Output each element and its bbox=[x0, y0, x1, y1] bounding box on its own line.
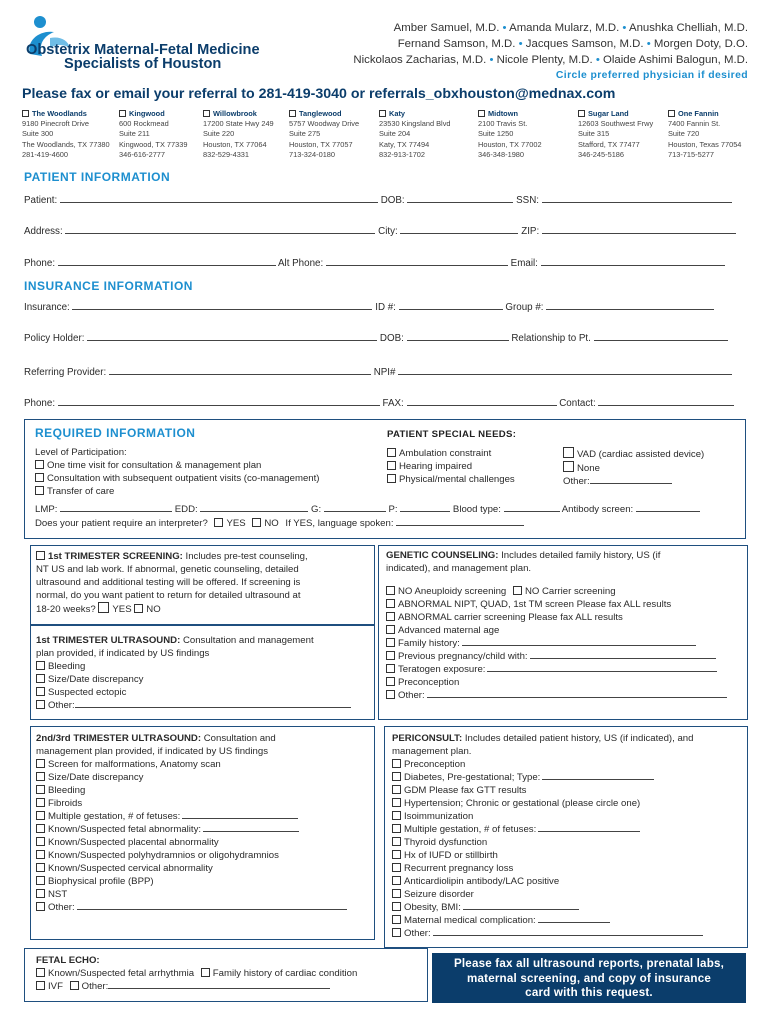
logo-line1: Obstetrix Maternal-Fetal Medicine bbox=[26, 42, 260, 58]
checkbox-icon[interactable] bbox=[201, 968, 210, 977]
checkbox-icon[interactable] bbox=[289, 110, 296, 117]
location-line1: 12603 Southwest Frwy bbox=[578, 119, 654, 129]
zip-field[interactable] bbox=[542, 233, 736, 234]
edd-label: EDD: bbox=[174, 504, 198, 515]
t1-screening-title: 1st TRIMESTER SCREENING: bbox=[48, 551, 183, 562]
t1-ultrasound-title: 1st TRIMESTER ULTRASOUND: bbox=[36, 635, 181, 646]
location-3 bbox=[289, 109, 359, 160]
location-line1: 7400 Fannin St. bbox=[668, 119, 721, 129]
periconsult-option[interactable]: Recurrent pregnancy loss bbox=[392, 862, 703, 875]
t23-ultrasound-option[interactable]: Size/Date discrepancy bbox=[36, 771, 347, 784]
location-line2: Suite 720 bbox=[668, 129, 700, 139]
t23-ultrasound-option[interactable]: Known/Suspected placental abnormality bbox=[36, 836, 347, 849]
physician-name[interactable]: Morgen Doty, D.O. bbox=[653, 38, 748, 50]
blood-type-field[interactable] bbox=[504, 511, 560, 512]
checkbox-icon[interactable] bbox=[252, 518, 261, 527]
t1-ultrasound-text: 1st TRIMESTER ULTRASOUND: Consultation and management plan provided, if indicated by US findings Bleeding Size/Date discrepancy Suspected ectopic Other: bbox=[36, 634, 351, 712]
checkbox-icon[interactable] bbox=[563, 447, 574, 458]
fax-field[interactable] bbox=[407, 405, 557, 406]
checkbox-icon[interactable] bbox=[36, 551, 45, 560]
checkbox-icon[interactable] bbox=[668, 110, 675, 117]
interpreter-row bbox=[35, 518, 524, 529]
physician-name[interactable]: Jacques Samson, M.D. bbox=[525, 38, 644, 50]
fax-note-banner bbox=[432, 953, 746, 1003]
fetal-echo-option[interactable]: Other: bbox=[81, 981, 109, 992]
physician-name[interactable]: Anushka Chelliah, M.D. bbox=[628, 22, 748, 34]
referral-line: Please fax or email your referral to 281-419-3040 or referrals_obxhouston@mednax.com bbox=[22, 86, 616, 102]
t23-ultrasound-option[interactable]: Known/Suspected cervical abnormality bbox=[36, 862, 347, 875]
npi-label: NPI# bbox=[373, 367, 396, 378]
location-line1: 5757 Woodway Drive bbox=[289, 119, 360, 129]
checkbox-icon[interactable] bbox=[36, 850, 45, 859]
physician-list bbox=[353, 20, 748, 84]
t23-ultrasound-title: 2nd/3rd TRIMESTER ULTRASOUND: bbox=[36, 733, 202, 744]
checkbox-icon[interactable] bbox=[379, 110, 386, 117]
location-phone: 346-616-2777 bbox=[119, 149, 166, 159]
checkbox-icon[interactable] bbox=[386, 586, 395, 595]
g-label: G: bbox=[311, 504, 322, 515]
checkbox-icon[interactable] bbox=[22, 110, 29, 117]
fetal-echo-option[interactable]: IVF bbox=[48, 981, 63, 992]
genetic-option[interactable]: Previous pregnancy/child with: bbox=[386, 650, 727, 663]
special-need-option[interactable]: Ambulation constraint bbox=[387, 447, 515, 460]
npi-field[interactable] bbox=[398, 374, 732, 375]
relationship-label: Relationship to Pt. bbox=[511, 333, 591, 344]
genetic-option[interactable]: NO Carrier screening bbox=[524, 586, 616, 597]
interpreter-yes[interactable]: YES bbox=[226, 518, 246, 529]
dob-field[interactable] bbox=[407, 202, 513, 203]
patient-section-title: PATIENT INFORMATION bbox=[24, 170, 171, 184]
checkbox-icon[interactable] bbox=[36, 981, 45, 990]
insurance-row-1 bbox=[24, 302, 748, 313]
ssn-field[interactable] bbox=[542, 202, 732, 203]
circle-note: Circle preferred physician if desired bbox=[555, 70, 748, 81]
special-needs-title: PATIENT SPECIAL NEEDS: bbox=[387, 429, 517, 440]
checkbox-icon[interactable] bbox=[392, 824, 401, 833]
participation-label: Level of Participation: bbox=[35, 447, 127, 458]
patient-label: Patient: bbox=[24, 195, 58, 206]
fetal-echo-text bbox=[36, 954, 357, 993]
t23-ultrasound-option[interactable]: Other: bbox=[36, 901, 347, 914]
checkbox-icon[interactable] bbox=[36, 687, 45, 696]
p-field[interactable] bbox=[400, 511, 450, 512]
checkbox-icon[interactable] bbox=[392, 772, 401, 781]
insurance-field[interactable] bbox=[72, 309, 372, 310]
periconsult-option[interactable]: Maternal medical complication: bbox=[392, 914, 703, 927]
fetal-echo-option[interactable]: Family history of cardiac condition bbox=[212, 968, 358, 979]
physician-name[interactable]: Amanda Mularz, M.D. bbox=[509, 22, 620, 34]
location-line2: Suite 275 bbox=[289, 129, 321, 139]
checkbox-icon[interactable] bbox=[36, 863, 45, 872]
t23-ultrasound-option[interactable]: Screen for malformations, Anatomy scan bbox=[36, 758, 347, 771]
provider-phone-label: Phone: bbox=[24, 398, 56, 409]
checkbox-icon[interactable] bbox=[392, 850, 401, 859]
location-line3: Stafford, TX 77477 bbox=[578, 139, 640, 149]
patient-row-2 bbox=[24, 226, 748, 237]
checkbox-icon[interactable] bbox=[36, 772, 45, 781]
zip-label: ZIP: bbox=[521, 226, 540, 237]
insurance-label: Insurance: bbox=[24, 302, 70, 313]
patient-row-1 bbox=[24, 195, 748, 206]
location-line2: Suite 300 bbox=[22, 129, 54, 139]
checkbox-icon[interactable] bbox=[36, 876, 45, 885]
location-2 bbox=[203, 109, 274, 160]
t1-yes[interactable]: YES bbox=[112, 604, 132, 615]
checkbox-icon[interactable] bbox=[386, 651, 395, 660]
physician-name[interactable]: Nickolaos Zacharias, M.D. bbox=[353, 54, 487, 66]
checkbox-icon[interactable] bbox=[392, 863, 401, 872]
insurance-section-title: INSURANCE INFORMATION bbox=[24, 279, 193, 293]
location-name[interactable]: Kingwood bbox=[119, 109, 187, 119]
genetic-option[interactable]: Teratogen exposure: bbox=[386, 663, 727, 676]
checkbox-icon[interactable] bbox=[36, 674, 45, 683]
checkbox-icon[interactable] bbox=[386, 625, 395, 634]
insurance-row-4 bbox=[24, 398, 748, 409]
id-field[interactable] bbox=[399, 309, 503, 310]
location-line2: Suite 315 bbox=[578, 129, 610, 139]
location-name[interactable]: Sugar Land bbox=[578, 109, 653, 119]
location-line1: 17200 State Hwy 249 bbox=[203, 119, 274, 129]
location-line3: Houston, TX 77057 bbox=[289, 139, 353, 149]
periconsult-title: PERICONSULT: bbox=[392, 733, 463, 744]
checkbox-icon[interactable] bbox=[134, 604, 143, 613]
location-line3: The Woodlands, TX 77380 bbox=[22, 139, 110, 149]
location-phone: 281-419-4600 bbox=[22, 149, 69, 159]
physician-name[interactable]: Fernand Samson, M.D. bbox=[397, 38, 516, 50]
physician-row: Fernand Samson, M.D. • Jacques Samson, M.D. • Morgen Doty, D.O. bbox=[397, 38, 748, 50]
checkbox-icon[interactable] bbox=[119, 110, 126, 117]
physician-name[interactable]: Amber Samuel, M.D. bbox=[393, 22, 500, 34]
location-line2: Suite 211 bbox=[119, 129, 150, 139]
periconsult-option[interactable]: Multiple gestation, # of fetuses: bbox=[392, 823, 703, 836]
checkbox-icon[interactable] bbox=[392, 876, 401, 885]
checkbox-icon[interactable] bbox=[36, 700, 45, 709]
location-phone: 346-348-1980 bbox=[478, 149, 525, 159]
checkbox-icon[interactable] bbox=[392, 811, 401, 820]
checkbox-icon[interactable] bbox=[387, 461, 396, 470]
periconsult-option[interactable]: GDM Please fax GTT results bbox=[392, 784, 703, 797]
location-line1: 9180 Pinecroft Drive bbox=[22, 119, 89, 129]
t23-ultrasound-option[interactable]: Known/Suspected polyhydramnios or oligohydramnios bbox=[36, 849, 347, 862]
address-field[interactable] bbox=[65, 233, 375, 234]
periconsult-option[interactable]: Obesity, BMI: bbox=[392, 901, 703, 914]
location-line1: 600 Rockmead bbox=[119, 119, 169, 129]
locations-row bbox=[22, 109, 752, 161]
special-need-option[interactable]: Physical/mental challenges bbox=[387, 473, 515, 486]
checkbox-icon[interactable] bbox=[392, 902, 401, 911]
pregnancy-details-row bbox=[35, 504, 700, 515]
fax-note-line: card with this request. bbox=[525, 986, 653, 1000]
checkbox-icon[interactable] bbox=[70, 981, 79, 990]
lmp-field[interactable] bbox=[60, 511, 172, 512]
checkbox-icon[interactable] bbox=[36, 759, 45, 768]
location-name[interactable]: Midtown bbox=[478, 109, 542, 119]
genetic-title: GENETIC COUNSELING: bbox=[386, 550, 499, 561]
checkbox-icon[interactable] bbox=[392, 759, 401, 768]
t1-ultrasound-option[interactable]: Bleeding bbox=[36, 660, 351, 673]
periconsult-option[interactable]: Hypertension; Chronic or gestational (please circle one) bbox=[392, 797, 703, 810]
antibody-label: Antibody screen: bbox=[561, 504, 634, 515]
t23-ultrasound-option[interactable]: Multiple gestation, # of fetuses: bbox=[36, 810, 347, 823]
checkbox-icon[interactable] bbox=[98, 602, 109, 613]
location-line3: Katy, TX 77494 bbox=[379, 139, 430, 149]
location-name[interactable]: Katy bbox=[379, 109, 451, 119]
referring-provider-field[interactable] bbox=[109, 374, 371, 375]
genetic-option[interactable]: ABNORMAL NIPT, QUAD, 1st TM screen Please fax ALL results bbox=[386, 598, 727, 611]
checkbox-icon[interactable] bbox=[36, 902, 45, 911]
phone-label: Phone: bbox=[24, 258, 56, 269]
logo-line2: Specialists of Houston bbox=[64, 56, 222, 72]
location-line3: Houston, TX 77064 bbox=[203, 139, 267, 149]
checkbox-icon[interactable] bbox=[36, 824, 45, 833]
dob-label: DOB: bbox=[380, 195, 405, 206]
alt-phone-field[interactable] bbox=[326, 265, 508, 266]
participation-option[interactable]: One time visit for consultation & management plan bbox=[35, 459, 320, 472]
participation-group bbox=[35, 446, 320, 498]
interpreter-question: Does your patient require an interpreter? bbox=[35, 518, 208, 529]
location-0 bbox=[22, 109, 110, 160]
periconsult-option[interactable]: Other: bbox=[392, 927, 703, 940]
checkbox-icon[interactable] bbox=[478, 110, 485, 117]
checkbox-icon[interactable] bbox=[386, 664, 395, 673]
t23-ultrasound-option[interactable]: Known/Suspected fetal abnormality: bbox=[36, 823, 347, 836]
special-need-option[interactable]: Hearing impaired bbox=[387, 460, 515, 473]
lmp-label: LMP: bbox=[35, 504, 58, 515]
checkbox-icon[interactable] bbox=[392, 928, 401, 937]
physician-row: Nickolaos Zacharias, M.D. • Nicole Plenty, M.D. • Olaide Ashimi Balogun, M.D. bbox=[353, 54, 748, 66]
special-needs-col2 bbox=[563, 447, 704, 488]
location-name[interactable]: Tanglewood bbox=[289, 109, 359, 119]
genetic-option[interactable]: ABNORMAL carrier screening Please fax ALL results bbox=[386, 611, 727, 624]
participation-option[interactable]: Transfer of care bbox=[35, 485, 320, 498]
t23-ultrasound-option[interactable]: Bleeding bbox=[36, 784, 347, 797]
periconsult-option[interactable]: Hx of IUFD or stillbirth bbox=[392, 849, 703, 862]
location-name[interactable]: One Fannin bbox=[668, 109, 741, 119]
location-5 bbox=[478, 109, 542, 160]
policy-holder-field[interactable] bbox=[87, 340, 377, 341]
t1-ultrasound-option[interactable]: Size/Date discrepancy bbox=[36, 673, 351, 686]
g-field[interactable] bbox=[324, 511, 386, 512]
interpreter-no[interactable]: NO bbox=[264, 518, 279, 529]
checkbox-icon[interactable] bbox=[386, 612, 395, 621]
checkbox-icon[interactable] bbox=[392, 837, 401, 846]
checkbox-icon[interactable] bbox=[563, 461, 574, 472]
fax-note-line: maternal screening, and copy of insurance bbox=[466, 971, 711, 985]
t23-ultrasound-option[interactable]: NST bbox=[36, 888, 347, 901]
checkbox-icon[interactable] bbox=[36, 968, 45, 977]
checkbox-icon[interactable] bbox=[387, 474, 396, 483]
city-field[interactable] bbox=[400, 233, 518, 234]
checkbox-icon[interactable] bbox=[35, 460, 44, 469]
address-label: Address: bbox=[24, 226, 63, 237]
language-field[interactable] bbox=[396, 525, 524, 526]
provider-phone-field[interactable] bbox=[58, 405, 380, 406]
policy-dob-field[interactable] bbox=[407, 340, 509, 341]
physician-name[interactable]: Nicole Plenty, M.D. bbox=[496, 54, 593, 66]
periconsult-option[interactable]: Diabetes, Pre-gestational; Type: bbox=[392, 771, 703, 784]
t1-ultrasound-option[interactable]: Other: bbox=[36, 699, 351, 712]
location-phone: 832-529-4331 bbox=[203, 149, 250, 159]
periconsult-option[interactable]: Preconception bbox=[392, 758, 703, 771]
location-line2: Suite 204 bbox=[379, 129, 411, 139]
genetic-counseling-text: GENETIC COUNSELING: Includes detailed family history, US (if indicated), and management plan. NO Aneuploidy screening NO Carrier screening ABNORMAL NIPT, QUAD, 1st TM screen Please fax ALL results ABNORMAL carrier screening Please fax ALL results Advanced maternal age Family history: Previous pregnancy/child with: Teratogen exposure: Preconception Other: bbox=[386, 549, 727, 702]
location-phone: 346-245-5186 bbox=[578, 149, 625, 159]
checkbox-icon[interactable] bbox=[386, 638, 395, 647]
special-need-option[interactable]: VAD (cardiac assisted device) bbox=[563, 447, 704, 461]
logo bbox=[22, 12, 260, 72]
phone-field[interactable] bbox=[58, 265, 276, 266]
t23-ultrasound-option[interactable]: Biophysical profile (BPP) bbox=[36, 875, 347, 888]
required-title: REQUIRED INFORMATION bbox=[35, 426, 196, 440]
location-7 bbox=[668, 109, 741, 160]
id-label: ID #: bbox=[375, 302, 396, 313]
physician-row: Amber Samuel, M.D. • Amanda Mularz, M.D. • Anushka Chelliah, M.D. bbox=[393, 22, 748, 34]
location-name[interactable]: Willowbrook bbox=[203, 109, 274, 119]
location-line1: 2100 Travis St. bbox=[478, 119, 528, 129]
checkbox-icon[interactable] bbox=[387, 448, 396, 457]
location-phone: 713-324-0180 bbox=[289, 149, 336, 159]
alt-phone-label: Alt Phone: bbox=[277, 258, 324, 269]
contact-field[interactable] bbox=[598, 405, 734, 406]
location-line3: Houston, Texas 77054 bbox=[668, 139, 742, 149]
location-name[interactable]: The Woodlands bbox=[22, 109, 110, 119]
blood-type-label: Blood type: bbox=[452, 504, 501, 515]
email-field[interactable] bbox=[541, 265, 725, 266]
city-label: City: bbox=[378, 226, 398, 237]
genetic-option[interactable]: Preconception bbox=[386, 676, 727, 689]
language-label: If YES, language spoken: bbox=[285, 518, 394, 529]
edd-field[interactable] bbox=[200, 511, 308, 512]
p-label: P: bbox=[388, 504, 398, 515]
periconsult-option[interactable]: Anticardiolipin antibody/LAC positive bbox=[392, 875, 703, 888]
checkbox-icon[interactable] bbox=[36, 661, 45, 670]
patient-row-3 bbox=[24, 258, 748, 269]
location-4 bbox=[379, 109, 451, 160]
location-phone: 713-715-5277 bbox=[668, 149, 715, 159]
policy-dob-label: DOB: bbox=[379, 333, 404, 344]
t23-ultrasound-text: 2nd/3rd TRIMESTER ULTRASOUND: Consultation and management plan provided, if indicated by US findings Screen for malformations, Anatomy scan Size/Date discrepancy Bleeding Fibroids Multiple gestation, # of fetuses: Known/Suspected fetal abnormality: Known/Suspected placental abnormality Known/Suspected polyhydramnios or oligohydramnios Known/Suspected cervical abnormality Biophysical profile (BPP) NST Other: bbox=[36, 732, 347, 914]
participation-option[interactable]: Consultation with subsequent outpatient visits (co-management) bbox=[35, 472, 320, 485]
checkbox-icon[interactable] bbox=[36, 798, 45, 807]
checkbox-icon[interactable] bbox=[386, 677, 395, 686]
checkbox-icon[interactable] bbox=[392, 785, 401, 794]
special-needs-col1 bbox=[387, 447, 515, 486]
antibody-field[interactable] bbox=[636, 511, 700, 512]
insurance-row-3 bbox=[24, 367, 748, 378]
checkbox-icon[interactable] bbox=[35, 486, 44, 495]
fax-note-line: Please fax all ultrasound reports, prenatal labs, bbox=[453, 957, 725, 970]
group-field[interactable] bbox=[546, 309, 714, 310]
t1-ultrasound-option[interactable]: Suspected ectopic bbox=[36, 686, 351, 699]
location-line2: Suite 220 bbox=[203, 129, 235, 139]
fax-label: FAX: bbox=[382, 398, 404, 409]
t1-no[interactable]: NO bbox=[146, 604, 161, 615]
t23-ultrasound-option[interactable]: Fibroids bbox=[36, 797, 347, 810]
fetal-echo-option[interactable]: Known/Suspected fetal arrhythmia bbox=[48, 968, 195, 979]
periconsult-text: PERICONSULT: Includes detailed patient history, US (if indicated), and management plan. Preconception Diabetes, Pre-gestational; Type: GDM Please fax GTT results Hypertension; Chronic or gestational (please circle one) Isoimmunization Multiple gestation, # of fetuses: Thyroid dysfunction Hx of IUFD or stillbirth Recurrent pregnancy loss Anticardiolipin antibody/LAC positive Seizure disorder Obesity, BMI: Maternal medical complication: Other: bbox=[392, 732, 703, 940]
checkbox-icon[interactable] bbox=[203, 110, 210, 117]
checkbox-icon[interactable] bbox=[392, 889, 401, 898]
relationship-field[interactable] bbox=[594, 340, 728, 341]
checkbox-icon[interactable] bbox=[386, 690, 395, 699]
location-line1: 23530 Kingsland Blvd bbox=[379, 119, 451, 129]
checkbox-icon[interactable] bbox=[35, 473, 44, 482]
periconsult-option[interactable]: Seizure disorder bbox=[392, 888, 703, 901]
checkbox-icon[interactable] bbox=[392, 915, 401, 924]
checkbox-icon[interactable] bbox=[36, 837, 45, 846]
group-label: Group #: bbox=[505, 302, 544, 313]
genetic-option[interactable]: NO Aneuploidy screening bbox=[398, 586, 507, 597]
location-line2: Suite 1250 bbox=[478, 129, 514, 139]
checkbox-icon[interactable] bbox=[36, 785, 45, 794]
patient-name-field[interactable] bbox=[60, 202, 378, 203]
email-label: Email: bbox=[510, 258, 538, 269]
checkbox-icon[interactable] bbox=[578, 110, 585, 117]
genetic-option-row bbox=[386, 585, 727, 598]
ssn-label: SSN: bbox=[516, 195, 539, 206]
genetic-option[interactable]: Advanced maternal age bbox=[386, 624, 727, 637]
checkbox-icon[interactable] bbox=[513, 586, 522, 595]
checkbox-icon[interactable] bbox=[386, 599, 395, 608]
periconsult-option[interactable]: Isoimmunization bbox=[392, 810, 703, 823]
checkbox-icon[interactable] bbox=[214, 518, 223, 527]
location-line3: Houston, TX 77002 bbox=[478, 139, 542, 149]
checkbox-icon[interactable] bbox=[392, 798, 401, 807]
special-need-option[interactable]: None bbox=[563, 461, 704, 475]
checkbox-icon[interactable] bbox=[36, 811, 45, 820]
genetic-option[interactable]: Family history: bbox=[386, 637, 727, 650]
location-1 bbox=[119, 109, 187, 160]
contact-label: Contact: bbox=[559, 398, 596, 409]
t1-screening-text: 1st TRIMESTER SCREENING: Includes pre-test counseling, NT US and lab work. If abnormal, genetic counseling, detailed ultrasound and additional testing will be offered. If screening is normal, do you want patient to return for detailed ultrasound at 18-20 weeks? YES NO bbox=[36, 551, 308, 615]
physician-name[interactable]: Olaide Ashimi Balogun, M.D. bbox=[603, 54, 748, 66]
special-need-other[interactable]: Other: bbox=[563, 475, 704, 488]
location-6 bbox=[578, 109, 653, 160]
location-line3: Kingwood, TX 77339 bbox=[119, 139, 188, 149]
checkbox-icon[interactable] bbox=[36, 889, 45, 898]
referring-provider-label: Referring Provider: bbox=[24, 367, 107, 378]
location-phone: 832-913-1702 bbox=[379, 149, 426, 159]
genetic-option[interactable]: Other: bbox=[386, 689, 727, 702]
periconsult-option[interactable]: Thyroid dysfunction bbox=[392, 836, 703, 849]
insurance-row-2 bbox=[24, 333, 748, 344]
fetal-echo-title: FETAL ECHO: bbox=[36, 955, 100, 966]
policy-holder-label: Policy Holder: bbox=[24, 333, 85, 344]
